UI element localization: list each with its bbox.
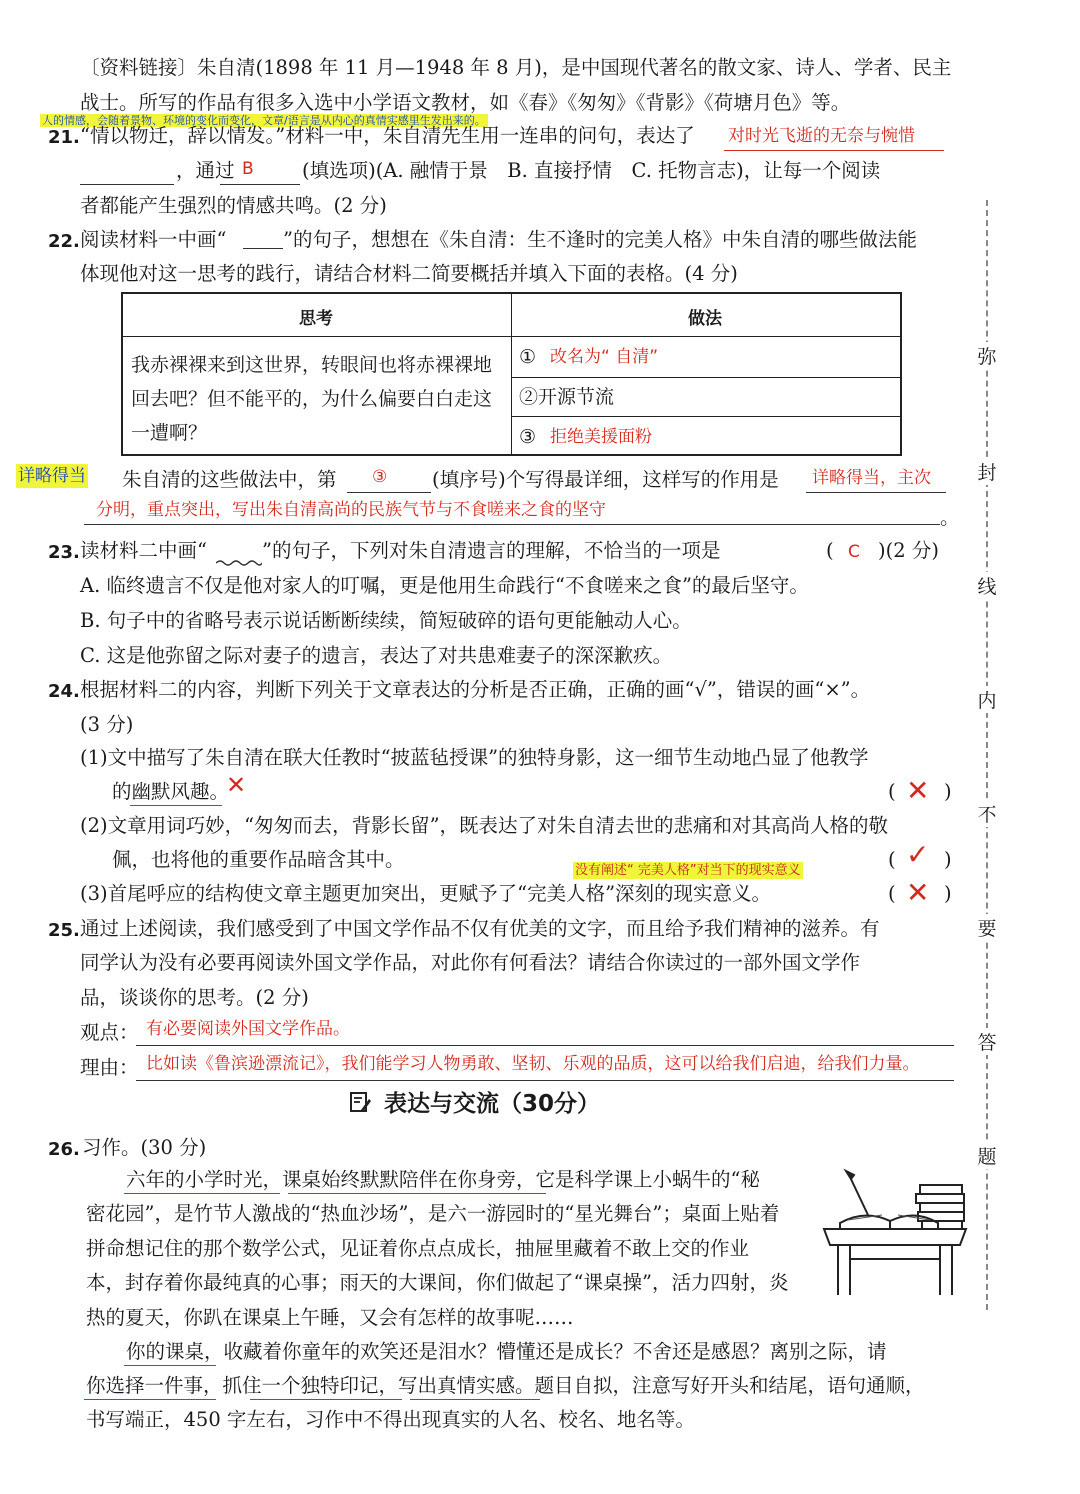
q24-score: (3 分): [80, 713, 134, 736]
q26-p2-line1: 你的课桌，收藏着你童年的欢笑还是泪水？懵懂还是成长？不舍还是感恩？离别之际，请: [126, 1340, 887, 1363]
q26-p1-underline-a: [124, 1193, 280, 1194]
q22-answer3-underline: [347, 492, 431, 493]
info-link-line1: 〔资料链接〕朱自清(1898 年 11 月—1948 年 8 月)，是中国现代著名的散文家、诗人、学者、民主: [80, 56, 952, 79]
q26-title: 习作。(30 分): [82, 1136, 207, 1159]
q25-view-underline: [136, 1045, 954, 1046]
q22-answer4a: 详略得当，主次: [812, 468, 931, 488]
q25-reason-underline: [136, 1080, 954, 1081]
q22-answer4a-underline: [806, 492, 946, 493]
q24-item3: (3)首尾呼应的结构使文章主题更加突出，更赋予了“完美人格”深刻的现实意义。: [80, 882, 772, 905]
q26-p2-line2: 你选择一件事，抓住一个独特印记，写出真情实感。题目自拟，注意写好开头和结尾，语句通顺，: [86, 1374, 925, 1397]
q24-item3-paren-close: ): [944, 882, 952, 905]
table-header-right: 做法: [688, 309, 722, 329]
table-left-line1: 我赤裸裸来到这世界，转眼间也将赤裸裸地: [131, 354, 493, 376]
q24-item1b: 的幽默风趣。: [112, 780, 230, 803]
q26-p1-line5: 热的夏天，你趴在课桌上午睡，又会有怎样的故事呢……: [86, 1306, 574, 1329]
q21-answer2: B: [242, 159, 254, 179]
table-row3-answer: 拒绝美援面粉: [550, 427, 652, 447]
q24-item1-paren-close: ): [944, 780, 952, 803]
binding-char: 要: [976, 914, 998, 941]
q24-item1-mark: ✕: [906, 774, 930, 807]
q21-answer1: 对时光飞逝的无奈与惋惜: [728, 126, 915, 146]
q25-reason-answer: 比如读《鲁滨逊漂流记》，我们能学习人物勇敢、坚韧、乐观的品质，这可以给我们启迪，给我们力量。: [146, 1054, 920, 1074]
q26-p1-underline-b: [288, 1193, 546, 1194]
q26-p2-underline-b: [84, 1399, 216, 1400]
q24-number: 24.: [48, 681, 80, 702]
binding-char: 线: [976, 572, 998, 599]
q22-text1: 阅读材料一中画“: [80, 228, 227, 251]
q21-text4: 者都能产生强烈的情感共鸣。(2 分): [80, 194, 387, 217]
table-row-line-2: [511, 416, 900, 417]
q21-text2: ，通过: [176, 159, 235, 182]
binding-char: 答: [976, 1028, 998, 1055]
table-row3-prefix: ③: [519, 426, 537, 448]
table-divider: [511, 294, 512, 454]
q24-item1a: (1)文中描写了朱自清在联大任教时“披蓝毡授课”的独特身影，这一细节生动地凸显了他教学: [80, 746, 869, 769]
q26-p1-line3: 拼命想记住的那个数学公式，见证着你点点成长，抽屉里藏着不敢上交的作业: [86, 1237, 750, 1260]
highlight-note-top: 人的情感，会随着景物、环境的变化而变化，文章/语言是从内心的真情实感里生发出来的。: [42, 114, 486, 127]
q26-p2-line3: 书写端正，450 字左右，习作中不得出现真实的人名、校名、地名等。: [86, 1408, 695, 1431]
q26-p2-underline-c: [250, 1399, 402, 1400]
q22-text3b: (填序号)个写得最详细，这样写的作用是: [432, 468, 779, 491]
q23-option-b: B. 句子中的省略号表示说话断断续续，简短破碎的语句更能触动人心。: [80, 609, 692, 632]
q21-text1: “情以物迁，辞以情发。”材料一中，朱自清先生用一连串的问句，表达了: [80, 124, 695, 147]
q22-end-mark: 。: [940, 506, 960, 529]
q25-view-answer: 有必要阅读外国文学作品。: [146, 1019, 350, 1039]
q25-text2: 同学认为没有必要再阅读外国文学作品，对此你有何看法？请结合你读过的一部外国文学作: [80, 951, 861, 974]
q26-p2-underline-d: [410, 1399, 540, 1400]
q22-text1b: ”的句子，想想在《朱自清：生不逢时的完美人格》中朱自清的哪些做法能: [283, 228, 917, 251]
q26-p2-underline-a: [124, 1365, 216, 1366]
q21-number: 21.: [48, 127, 80, 148]
q26-p1-line1: 六年的小学时光，课桌始终默默陪伴在你身旁，它是科学课上小蜗牛的“秘: [126, 1168, 760, 1191]
pencil-note-icon: [348, 1090, 372, 1114]
q24-item1-paren: (: [888, 780, 896, 803]
q24-item2-paren: (: [888, 848, 896, 871]
binding-char: 不: [976, 800, 998, 827]
q22-text2: 体现他对这一思考的践行，请结合材料二简要概括并填入下面的表格。(4 分): [80, 262, 738, 285]
q24-teacher-note: 没有阐述“ 完美人格”对当下的现实意义: [575, 863, 801, 878]
q23-option-a: A. 临终遗言不仅是他对家人的叮嘱，更是他用生命践行“不食嗟来之食”的最后坚守。: [80, 574, 809, 597]
q23-wavy-line: [216, 559, 262, 567]
table-row1-answer: 改名为“ 自清”: [550, 347, 659, 367]
q23-option-c: C. 这是他弥留之际对妻子的遗言，表达了对共患难妻子的深深歉疚。: [80, 644, 673, 667]
q22-mark-line: [243, 248, 283, 249]
q26-p1-line4: 本，封存着你最纯真的心事；雨天的大课间，你们做起了“课桌操”，活力四射，炎: [86, 1271, 789, 1294]
q24-text1: 根据材料二的内容，判断下列关于文章表达的分析是否正确，正确的画“√”，错误的画“×”。: [80, 678, 871, 701]
q22-answer4b: 分明，重点突出，写出朱自清高尚的民族气节与不食嗟来之食的坚守: [96, 500, 606, 520]
binding-char: 弥: [976, 342, 998, 369]
desk-illustration: [820, 1163, 970, 1298]
q25-reason-label: 理由：: [80, 1056, 139, 1079]
table-left-line2: 回去吧？但不能平的，为什么偏要白白走这: [131, 388, 493, 410]
q22-side-note: 详略得当: [18, 466, 86, 486]
q24-item3-paren: (: [888, 882, 896, 905]
q21-text3: (填选项)(A. 融情于景 B. 直接抒情 C. 托物言志)，让每一个阅读: [302, 159, 881, 182]
q26-number: 26.: [48, 1139, 80, 1160]
q21-answer2-underline: [220, 184, 300, 185]
q21-blank-underline: [80, 184, 174, 185]
q25-text1: 通过上述阅读，我们感受到了中国文学作品不仅有优美的文字，而且给予我们精神的滋养。有: [80, 917, 880, 940]
q22-text3: 朱自清的这些做法中，第: [122, 468, 337, 491]
q24-item3-mark: ✕: [906, 876, 930, 909]
table-row2: ②开源节流: [519, 386, 615, 408]
q23-text-b: ”的句子，下列对朱自清遗言的理解，不恰当的一项是: [262, 539, 721, 562]
q23-text: 读材料二中画“: [80, 539, 207, 562]
q24-item1-red-underline: [130, 805, 222, 806]
q23-answer: C: [848, 542, 860, 562]
binding-char: 题: [976, 1142, 998, 1169]
q22-answer3: ③: [372, 467, 388, 487]
q22-answer4b-underline: [84, 524, 940, 525]
section-title: 表达与交流（30分）: [384, 1091, 601, 1117]
q24-item2-paren-close: ): [944, 848, 952, 871]
table-row1-prefix: ①: [519, 346, 537, 368]
binding-char: 内: [976, 686, 998, 713]
table-left-line3: 一遭啊？: [131, 422, 208, 444]
q23-answer-open: (: [826, 539, 834, 562]
q22-table: [121, 292, 902, 456]
table-row-line-1: [511, 377, 900, 378]
q26-p1-line2: 密花园”，是竹节人激战的“热血沙场”，是六一游园时的“星光舞台”；桌面上贴着: [86, 1202, 780, 1225]
q24-item2a: (2)文章用词巧妙，“匆匆而去，背影长留”，既表达了对朱自清去世的悲痛和对其高尚人格的敬: [80, 814, 889, 837]
q25-number: 25.: [48, 920, 80, 941]
q22-number: 22.: [48, 231, 80, 252]
q25-view-label: 观点：: [80, 1021, 139, 1044]
q21-answer1-underline: [724, 150, 944, 151]
table-header-line: [123, 336, 900, 337]
q24-item2b: 佩，也将他的重要作品暗含其中。: [112, 848, 405, 871]
table-header-left: 思考: [299, 309, 333, 329]
info-link-line2: 战士。所写的作品有很多入选中小学语文教材，如《春》《匆匆》《背影》《荷塘月色》等。: [80, 91, 851, 114]
q23-answer-close: )(2 分): [878, 539, 939, 562]
q23-number: 23.: [48, 542, 80, 563]
q24-item2-mark: ✓: [906, 838, 930, 871]
q25-text3: 品，谈谈你的思考。(2 分): [80, 986, 309, 1009]
binding-char: 封: [976, 458, 998, 485]
q24-item1-cross-note: ✕: [226, 771, 247, 799]
